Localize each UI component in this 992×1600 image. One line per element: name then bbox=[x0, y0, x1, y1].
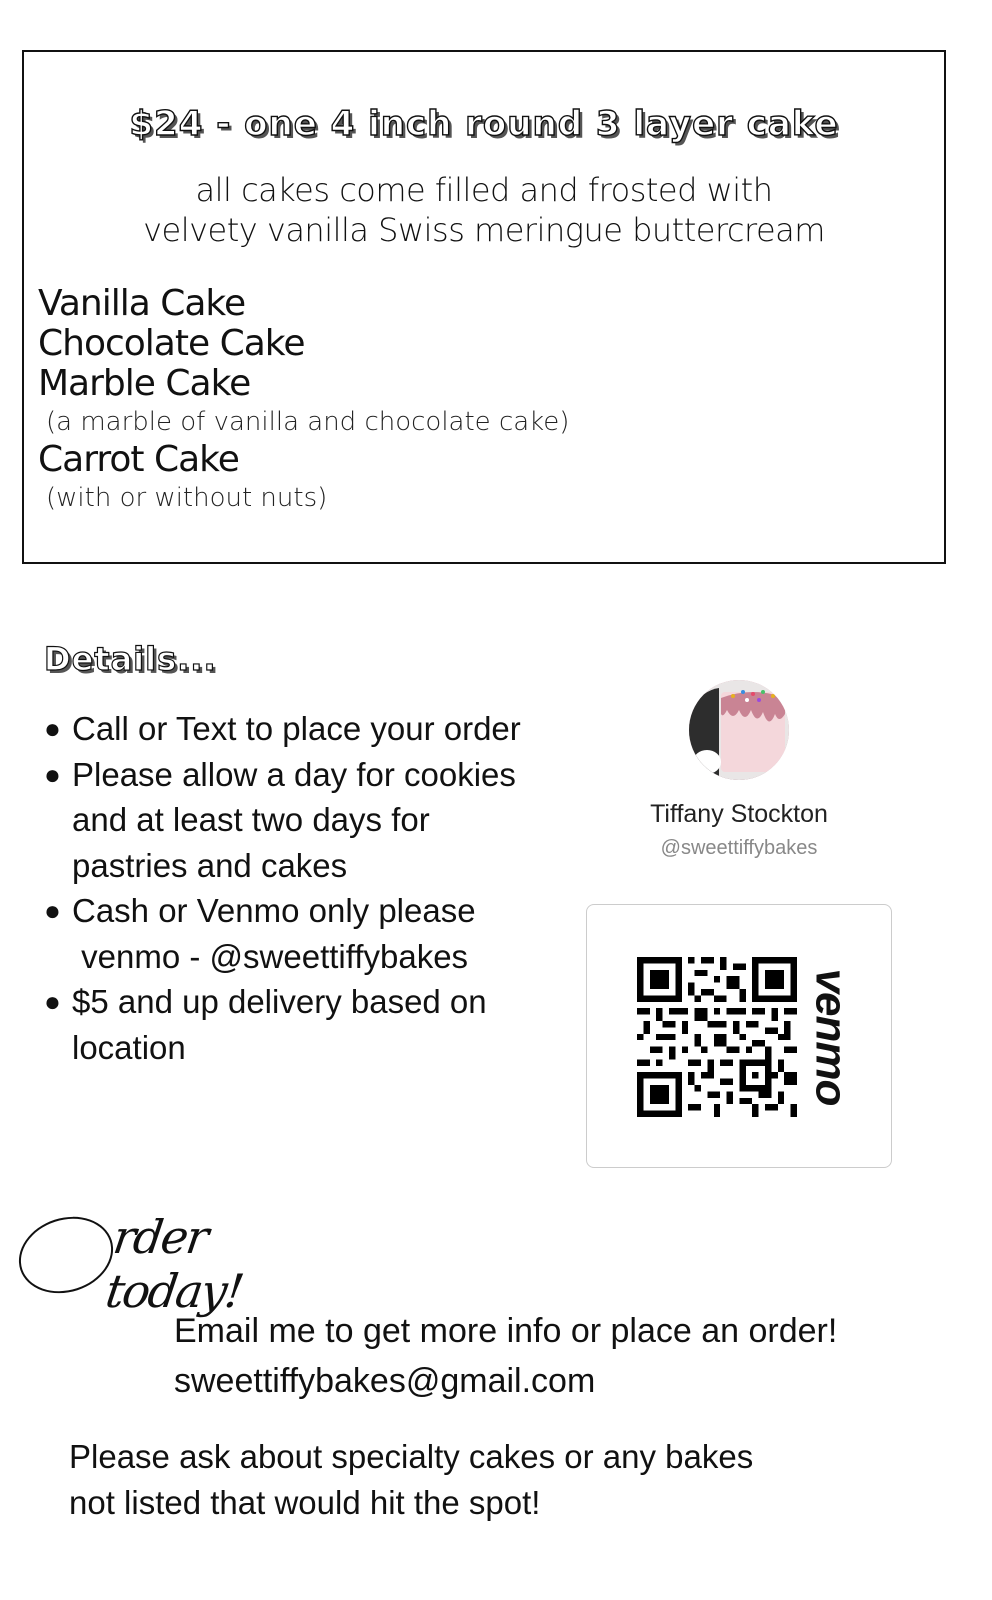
venmo-qr-card[interactable] bbox=[586, 904, 892, 1168]
venmo-profile bbox=[586, 680, 892, 860]
venmo-logo bbox=[805, 957, 855, 1117]
details-item bbox=[44, 888, 564, 979]
qr-code-icon bbox=[637, 957, 797, 1117]
details-line: Cash or Venmo only please bbox=[72, 892, 476, 929]
bullet-icon: ● bbox=[44, 758, 61, 790]
details-line: $5 and up delivery based on bbox=[72, 983, 487, 1020]
flavor-marble: Marble Cake bbox=[38, 363, 251, 404]
cake-menu-box bbox=[22, 50, 946, 564]
email-contact bbox=[174, 1306, 837, 1406]
subtitle-line: all cakes come filled and frosted with bbox=[195, 171, 773, 209]
flavor-vanilla: Vanilla Cake bbox=[38, 283, 246, 324]
profile-handle: @sweettiffybakes bbox=[660, 837, 818, 859]
bullet-icon: ● bbox=[44, 986, 61, 1017]
details-line: and at least two days for bbox=[72, 801, 430, 838]
flavor-list bbox=[38, 284, 569, 516]
email-address[interactable]: sweettiffybakes@gmail.com bbox=[174, 1362, 596, 1400]
bullet-icon: ● bbox=[44, 895, 61, 926]
profile-name: Tiffany Stockton bbox=[650, 800, 828, 828]
order-today-title: rder today! bbox=[102, 1210, 246, 1318]
frosting-description bbox=[24, 170, 944, 250]
flavor-carrot: Carrot Cake bbox=[38, 439, 239, 480]
details-heading: Details... bbox=[44, 640, 217, 678]
details-item bbox=[44, 752, 564, 889]
order-today-script bbox=[18, 1198, 318, 1318]
details-list bbox=[44, 706, 564, 1070]
details-item bbox=[44, 706, 564, 752]
details-line: venmo - @sweettiffybakes bbox=[72, 937, 469, 975]
subtitle-line: velvety vanilla Swiss meringue buttercream bbox=[143, 211, 825, 249]
flavor-carrot-note: (with or without nuts) bbox=[46, 483, 328, 513]
details-line: Please allow a day for cookies bbox=[72, 755, 516, 793]
venmo-wordmark: venmo bbox=[806, 968, 856, 1106]
email-prompt: Email me to get more info or place an order! bbox=[174, 1312, 838, 1350]
flavor-chocolate: Chocolate Cake bbox=[38, 323, 305, 364]
price-title: $24 - one 4 inch round 3 layer cake bbox=[129, 104, 839, 144]
cake-avatar-icon bbox=[689, 680, 789, 780]
details-line: Call or Text to place your order bbox=[72, 710, 521, 747]
special-requests bbox=[69, 1434, 829, 1526]
special-line: Please ask about specialty cakes or any bakes bbox=[69, 1438, 754, 1475]
flavor-marble-note: (a marble of vanilla and chocolate cake) bbox=[46, 407, 570, 437]
details-line: pastries and cakes bbox=[72, 846, 348, 884]
bullet-icon: ● bbox=[44, 713, 61, 744]
special-line: not listed that would hit the spot! bbox=[69, 1484, 541, 1521]
details-line: location bbox=[72, 1028, 186, 1066]
details-item bbox=[44, 979, 564, 1070]
